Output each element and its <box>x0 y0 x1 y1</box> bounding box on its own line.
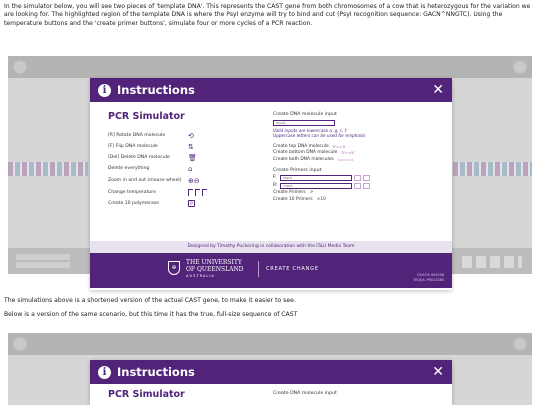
note-shortened: The simulations above is a shortened version of the actual CAST gene, to make it easier to see. <box>4 297 296 304</box>
info-icon: i <box>98 84 111 97</box>
primer-f-box[interactable] <box>363 175 370 181</box>
template-dna-left[interactable] <box>8 162 88 176</box>
temperature-icon <box>188 189 207 196</box>
primer-r-box[interactable] <box>363 183 370 189</box>
create-primers-label: Create Primers <box>273 190 306 196</box>
instructions-dialog <box>90 78 452 290</box>
create-bottom-example: 3'==5' <box>341 150 355 156</box>
primer-r-row <box>273 182 443 190</box>
primer-r-box[interactable] <box>354 183 361 189</box>
create-both-label: Create both DNA molecules <box>273 156 334 162</box>
dialog-title: Instructions <box>117 83 195 97</box>
delete-all-icon: ⌂ <box>188 164 193 173</box>
primer-f-row <box>273 174 443 182</box>
control-row <box>108 187 258 198</box>
create-bottom-label: Create bottom DNA molecule <box>273 150 338 156</box>
template-dna-right[interactable] <box>453 162 532 176</box>
dialog-header <box>90 78 452 102</box>
rotate-icon: ⟲ <box>188 131 194 140</box>
inputs-column <box>273 391 443 397</box>
control-label: Create 10 polymerase <box>108 201 159 206</box>
pcr-simulator-title: PCR Simulator <box>108 389 185 400</box>
control-label: Delete everything <box>108 166 150 171</box>
primer-f-box[interactable] <box>354 175 361 181</box>
create-top-label: Create top DNA molecule <box>273 143 329 149</box>
dialog-body <box>90 102 452 241</box>
simulator-footer-input[interactable] <box>16 254 70 260</box>
control-row <box>108 152 258 163</box>
note-full-size: Below is a version of the same scenario, but this time it has the true, full-size sequence of CAST <box>4 311 298 318</box>
simulator-top-bar <box>8 56 532 78</box>
uq-name-line-1: THE UNIVERSITY <box>186 259 242 266</box>
uq-logo-text <box>186 260 243 280</box>
simulator-top-bar <box>8 333 532 355</box>
uq-codes <box>413 273 444 282</box>
simulator-menu-button[interactable] <box>13 60 27 74</box>
close-icon[interactable]: ✕ <box>432 82 444 98</box>
control-label: [R] Rotate DNA molecule <box>108 133 166 138</box>
primers-label: Create Primers input <box>273 167 322 173</box>
control-row <box>108 174 258 187</box>
instructions-dialog-2 <box>90 360 452 405</box>
create-10-primers-label: Create 10 Primers <box>273 196 313 202</box>
uq-teqsa-code: TEQSA: PRV12080 <box>413 277 444 282</box>
control-label: Zoom in and out (mouse wheel) <box>108 178 182 183</box>
uq-name-line-3: AUSTRALIA <box>186 274 215 278</box>
create-input-label: Create DNA molecule input <box>273 391 337 396</box>
primer-r-label: R: <box>273 183 278 188</box>
control-row <box>108 141 258 152</box>
simulator-corner-button[interactable] <box>513 337 527 351</box>
uq-cricos-code: CRICOS 00025B <box>416 273 444 278</box>
create-input-label: Create DNA molecule input <box>273 112 337 117</box>
primer-f-label: F: <box>273 175 277 180</box>
control-row <box>108 130 258 141</box>
dialog-body <box>90 384 452 405</box>
intro-paragraph: In the simulator below, you will see two pieces of 'template DNA'. This represents the CAST gene from both chromosomes of a cow that is heterozygous for the variation we are looking for. The highlighted region of the template DNA is where the PsyI enzyme will try to bind and cut (PsyI recognition sequence: GACN^NNGTC). Using the temperature buttons and the 'create primer buttons', simulate four or more cycles of a PCR reaction. <box>4 3 531 27</box>
temperature-controls[interactable] <box>462 256 522 268</box>
uq-branding-band <box>90 253 452 288</box>
controls-column <box>108 111 258 209</box>
create-10-primers-row <box>273 196 443 203</box>
zoom-icon: ⊕⊖ <box>188 176 200 185</box>
control-label: Change temperature <box>108 190 156 195</box>
info-icon: i <box>98 366 111 379</box>
pcr-simulator-title: PCR Simulator <box>108 111 185 122</box>
simulator-corner-button[interactable] <box>513 60 527 74</box>
dna-input-field[interactable]: Input <box>273 120 335 126</box>
polymerase-icon: P <box>188 200 195 207</box>
create-both-example: ===== <box>337 156 354 162</box>
create-top-example: 5'==3 <box>332 143 345 149</box>
control-row <box>108 198 258 209</box>
control-label: [Del] Delete DNA molecule <box>108 155 170 160</box>
times-ten-icon: ×10 <box>316 196 326 202</box>
simulator-footer-input[interactable] <box>16 262 70 268</box>
credit-line: Designed by Timothy Puckering in collaboration with the ITaLI Media Team <box>90 241 452 253</box>
input-hint: Uppercase letters can be used for emphasis <box>273 133 366 138</box>
uq-crest-icon: ✠ <box>168 261 180 275</box>
simulator-menu-button[interactable] <box>13 337 27 351</box>
control-row <box>108 163 258 174</box>
dialog-title: Instructions <box>117 365 195 379</box>
uq-tagline: CREATE CHANGE <box>266 266 319 272</box>
close-icon[interactable]: ✕ <box>432 364 444 380</box>
primer-r-input[interactable]: Input <box>280 183 352 189</box>
flip-icon: ⇅ <box>188 142 194 151</box>
chevron-right-icon: > <box>309 190 314 196</box>
inputs-column <box>273 112 443 203</box>
trash-icon: 🗑 <box>188 153 197 162</box>
controls-column <box>108 389 258 405</box>
uq-name-line-2: OF QUEENSLAND <box>186 265 244 273</box>
input-hint: Valid inputs are lowercase a, g, c, t <box>273 128 347 133</box>
uq-divider <box>258 261 259 277</box>
primer-f-input[interactable]: Input <box>280 175 352 181</box>
dialog-header <box>90 360 452 384</box>
control-label: [F] Flip DNA molecule <box>108 144 158 149</box>
